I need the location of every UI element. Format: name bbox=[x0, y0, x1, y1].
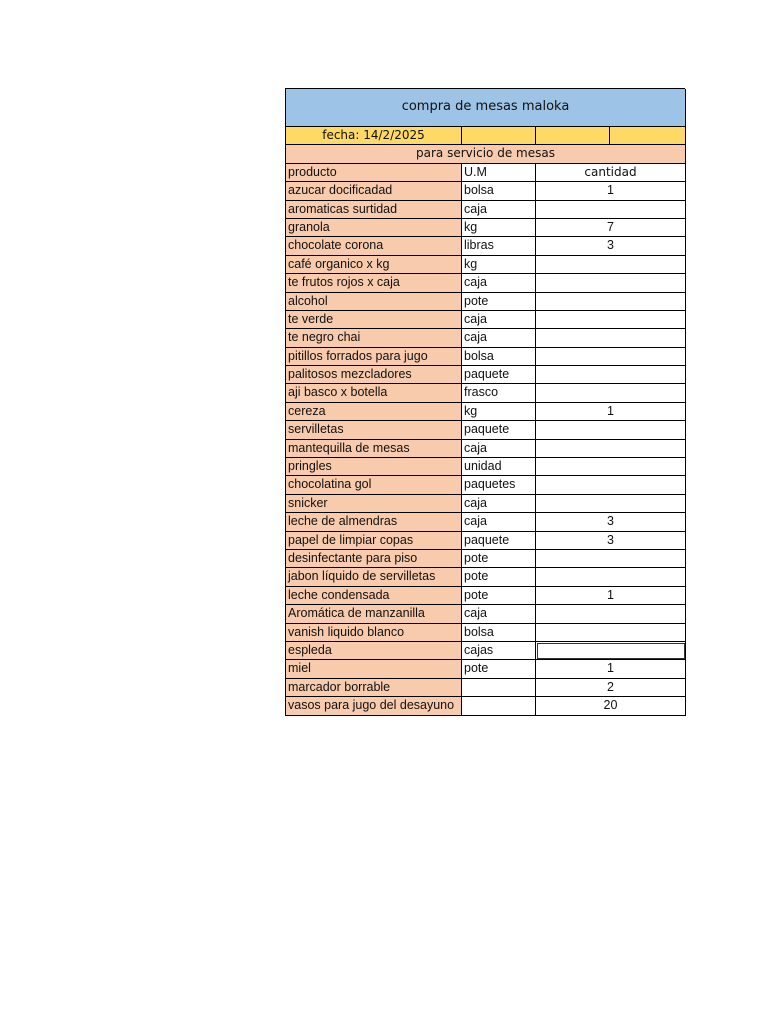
row-um[interactable]: pote bbox=[462, 550, 536, 568]
row-producto[interactable]: Aromática de manzanilla bbox=[286, 605, 462, 623]
row-producto[interactable]: cereza bbox=[286, 403, 462, 421]
row-um[interactable] bbox=[462, 697, 536, 715]
row-cantidad[interactable] bbox=[536, 458, 686, 476]
row-cantidad[interactable] bbox=[536, 256, 686, 274]
row-cantidad[interactable] bbox=[536, 624, 686, 642]
row-um[interactable]: pote bbox=[462, 660, 536, 678]
row-producto[interactable]: chocolate corona bbox=[286, 237, 462, 255]
header-um[interactable]: U.M bbox=[462, 164, 536, 182]
row-um[interactable]: caja bbox=[462, 495, 536, 513]
sheet-title[interactable]: compra de mesas maloka bbox=[286, 89, 686, 127]
row-producto[interactable]: pringles bbox=[286, 458, 462, 476]
row-um[interactable]: paquete bbox=[462, 532, 536, 550]
row-um[interactable]: pote bbox=[462, 587, 536, 605]
row-cantidad[interactable]: 1 bbox=[536, 403, 686, 421]
row-cantidad[interactable] bbox=[536, 642, 686, 660]
row-um[interactable]: bolsa bbox=[462, 348, 536, 366]
header-producto[interactable]: producto bbox=[286, 164, 462, 182]
row-um[interactable]: pote bbox=[462, 568, 536, 586]
row-cantidad[interactable]: 1 bbox=[536, 660, 686, 678]
row-producto[interactable]: miel bbox=[286, 660, 462, 678]
row-producto[interactable]: vasos para jugo del desayuno bbox=[286, 697, 462, 715]
service-subtitle[interactable]: para servicio de mesas bbox=[286, 145, 686, 163]
row-producto[interactable]: jabon líquido de servilletas bbox=[286, 568, 462, 586]
row-producto[interactable]: alcohol bbox=[286, 293, 462, 311]
row-um[interactable]: paquetes bbox=[462, 476, 536, 494]
row-cantidad[interactable]: 7 bbox=[536, 219, 686, 237]
row-um[interactable]: kg bbox=[462, 403, 536, 421]
row-cantidad[interactable] bbox=[536, 384, 686, 402]
row-producto[interactable]: te frutos rojos x caja bbox=[286, 274, 462, 292]
row-producto[interactable]: leche condensada bbox=[286, 587, 462, 605]
row-um[interactable]: kg bbox=[462, 219, 536, 237]
row-cantidad[interactable]: 20 bbox=[536, 697, 686, 715]
row-producto[interactable]: leche de almendras bbox=[286, 513, 462, 531]
row-cantidad[interactable] bbox=[536, 476, 686, 494]
date-empty-cell-1[interactable] bbox=[462, 127, 536, 145]
row-cantidad[interactable] bbox=[536, 366, 686, 384]
row-producto[interactable]: aji basco x botella bbox=[286, 384, 462, 402]
row-um[interactable]: bolsa bbox=[462, 624, 536, 642]
row-cantidad[interactable] bbox=[536, 421, 686, 439]
row-producto[interactable]: azucar docificadad bbox=[286, 182, 462, 200]
row-um[interactable]: caja bbox=[462, 605, 536, 623]
row-producto[interactable]: te verde bbox=[286, 311, 462, 329]
row-um[interactable]: caja bbox=[462, 311, 536, 329]
row-um[interactable]: libras bbox=[462, 237, 536, 255]
header-cantidad[interactable]: cantidad bbox=[536, 164, 686, 182]
purchase-table bbox=[285, 88, 685, 716]
row-cantidad[interactable] bbox=[536, 568, 686, 586]
row-cantidad[interactable] bbox=[536, 550, 686, 568]
row-producto[interactable]: papel de limpiar copas bbox=[286, 532, 462, 550]
row-cantidad[interactable] bbox=[536, 348, 686, 366]
row-cantidad[interactable] bbox=[536, 495, 686, 513]
row-um[interactable]: unidad bbox=[462, 458, 536, 476]
row-um[interactable]: caja bbox=[462, 201, 536, 219]
row-producto[interactable]: desinfectante para piso bbox=[286, 550, 462, 568]
row-producto[interactable]: palitosos mezcladores bbox=[286, 366, 462, 384]
row-cantidad[interactable] bbox=[536, 311, 686, 329]
row-cantidad[interactable]: 3 bbox=[536, 532, 686, 550]
row-cantidad[interactable] bbox=[536, 293, 686, 311]
row-producto[interactable]: mantequilla de mesas bbox=[286, 440, 462, 458]
row-producto[interactable]: servilletas bbox=[286, 421, 462, 439]
row-um[interactable]: caja bbox=[462, 440, 536, 458]
row-um[interactable]: cajas bbox=[462, 642, 536, 660]
row-producto[interactable]: snicker bbox=[286, 495, 462, 513]
row-cantidad[interactable]: 2 bbox=[536, 679, 686, 697]
row-cantidad[interactable] bbox=[536, 329, 686, 347]
row-um[interactable]: frasco bbox=[462, 384, 536, 402]
row-producto[interactable]: pitillos forrados para jugo bbox=[286, 348, 462, 366]
row-cantidad[interactable] bbox=[536, 274, 686, 292]
row-cantidad[interactable]: 1 bbox=[536, 182, 686, 200]
date-empty-cell-2[interactable] bbox=[536, 127, 610, 145]
row-um[interactable]: bolsa bbox=[462, 182, 536, 200]
row-cantidad[interactable]: 3 bbox=[536, 513, 686, 531]
row-um[interactable]: pote bbox=[462, 293, 536, 311]
row-producto[interactable]: chocolatina gol bbox=[286, 476, 462, 494]
date-empty-cell-3[interactable] bbox=[610, 127, 686, 145]
row-cantidad[interactable] bbox=[536, 440, 686, 458]
row-um[interactable]: caja bbox=[462, 513, 536, 531]
row-um[interactable]: caja bbox=[462, 329, 536, 347]
row-producto[interactable]: café organico x kg bbox=[286, 256, 462, 274]
row-producto[interactable]: espleda bbox=[286, 642, 462, 660]
spreadsheet bbox=[285, 88, 685, 716]
row-cantidad[interactable] bbox=[536, 201, 686, 219]
row-producto[interactable]: granola bbox=[286, 219, 462, 237]
row-cantidad[interactable]: 1 bbox=[536, 587, 686, 605]
row-producto[interactable]: vanish liquido blanco bbox=[286, 624, 462, 642]
row-um[interactable]: paquete bbox=[462, 421, 536, 439]
row-um[interactable]: paquete bbox=[462, 366, 536, 384]
row-um[interactable]: caja bbox=[462, 274, 536, 292]
row-cantidad[interactable] bbox=[536, 605, 686, 623]
date-cell[interactable]: fecha: 14/2/2025 bbox=[286, 127, 462, 145]
row-producto[interactable]: te negro chai bbox=[286, 329, 462, 347]
row-um[interactable]: kg bbox=[462, 256, 536, 274]
row-producto[interactable]: marcador borrable bbox=[286, 679, 462, 697]
row-um[interactable] bbox=[462, 679, 536, 697]
row-cantidad[interactable]: 3 bbox=[536, 237, 686, 255]
row-producto[interactable]: aromaticas surtidad bbox=[286, 201, 462, 219]
